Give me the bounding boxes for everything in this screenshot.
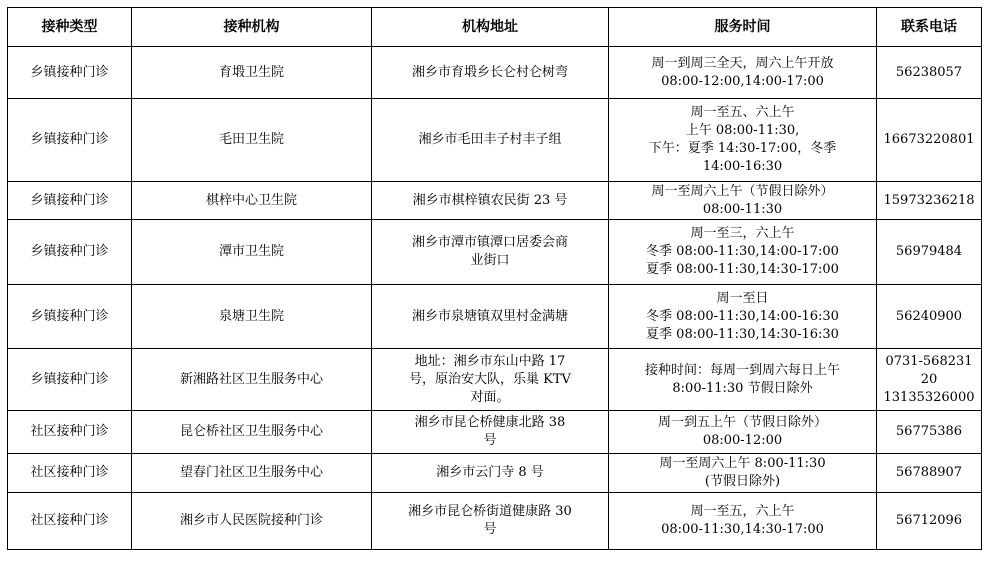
cell-hours — [609, 47, 877, 99]
cell-phone-line: 56240900 — [895, 308, 963, 324]
cell-hours-line: 周一至日 — [716, 290, 769, 306]
cell-phone-line: 56979484 — [895, 244, 963, 259]
cell-type: 社区接种门诊 — [8, 454, 132, 493]
cell-type: 乡镇接种门诊 — [8, 99, 132, 182]
table-row — [8, 411, 982, 454]
cell-phone-line: 15973236218 — [883, 192, 975, 208]
cell-hours-line: 14:00-16:30 — [702, 159, 783, 174]
cell-address-line: 湘乡市昆仑桥健康北路 38 — [414, 415, 566, 430]
cell-address — [372, 493, 609, 550]
cell-org: 泉塘卫生院 — [132, 285, 372, 349]
cell-hours — [609, 493, 877, 550]
cell-hours — [609, 349, 877, 411]
cell-phone-line: 56712096 — [895, 513, 963, 528]
cell-hours-line: 08:00-11:30,14:30-17:00 — [661, 522, 824, 537]
table-row — [8, 220, 982, 285]
cell-address-line: 湘乡市育塅乡长仑村仑树弯 — [411, 64, 568, 80]
cell-address — [372, 47, 609, 99]
cell-org: 湘乡市人民医院接种门诊 — [132, 493, 372, 550]
cell-hours-line: 下午：夏季 14:30-17:00，冬季 — [648, 141, 837, 156]
cell-address — [372, 182, 609, 220]
table-row — [8, 493, 982, 550]
cell-hours — [609, 99, 877, 182]
cell-address-line: 湘乡市潭市镇潭口居委会商 — [411, 235, 568, 250]
cell-org: 育塅卫生院 — [132, 47, 372, 99]
table-row — [8, 454, 982, 493]
header-hours: 服务时间 — [609, 8, 877, 47]
cell-address-line: 号 — [483, 433, 497, 448]
cell-phone-line: 56238057 — [895, 64, 963, 80]
cell-phone-line: 56788907 — [895, 465, 963, 480]
cell-address — [372, 220, 609, 285]
cell-org: 新湘路社区卫生服务中心 — [132, 349, 372, 411]
cell-hours-line: 夏季 08:00-11:30,14:30-17:00 — [646, 262, 839, 277]
cell-address-line: 湘乡市棋梓镇农民街 23 号 — [412, 192, 568, 208]
cell-phone-line: 13135326000 — [883, 389, 975, 405]
cell-hours — [609, 182, 877, 220]
cell-phone-line: 56775386 — [895, 424, 963, 439]
cell-address-line: 号 — [483, 522, 497, 537]
cell-hours-line: 08:00-12:00,14:00-17:00 — [661, 73, 824, 89]
cell-type: 乡镇接种门诊 — [8, 285, 132, 349]
cell-hours-line: 周一至三，六上午 — [690, 226, 795, 241]
cell-address-line: 号，原治安大队，乐巢 KTV — [409, 371, 571, 387]
cell-phone-line: 20 — [920, 371, 938, 387]
cell-address — [372, 349, 609, 411]
cell-org: 棋梓中心卫生院 — [132, 182, 372, 220]
table-row — [8, 99, 982, 182]
cell-hours-line: 周一至周六上午（节假日除外） — [651, 183, 834, 199]
cell-hours-line: 08:00-11:30 — [702, 201, 783, 217]
cell-phone — [877, 99, 982, 182]
cell-hours — [609, 454, 877, 493]
cell-hours-line: 8:00-11:30 节假日除外 — [672, 380, 813, 396]
header-phone: 联系电话 — [877, 8, 982, 47]
cell-phone — [877, 182, 982, 220]
cell-hours-line: 上午 08:00-11:30, — [685, 123, 800, 138]
cell-phone — [877, 285, 982, 349]
cell-phone — [877, 349, 982, 411]
table-row — [8, 349, 982, 411]
cell-hours — [609, 285, 877, 349]
cell-phone — [877, 47, 982, 99]
cell-type: 乡镇接种门诊 — [8, 182, 132, 220]
cell-address — [372, 411, 609, 454]
cell-hours-line: 周一到周三全天，周六上午开放 — [651, 55, 834, 71]
cell-org: 毛田卫生院 — [132, 99, 372, 182]
cell-address-line: 湘乡市昆仑桥街道健康路 30 — [408, 504, 572, 519]
vaccination-clinic-table — [7, 7, 982, 550]
cell-hours-line: 周一至五，六上午 — [690, 504, 795, 519]
cell-hours-line: 周一至五、六上午 — [690, 105, 795, 120]
cell-phone — [877, 220, 982, 285]
cell-address — [372, 454, 609, 493]
cell-address-line: 湘乡市云门寺 8 号 — [436, 465, 544, 480]
cell-type: 乡镇接种门诊 — [8, 220, 132, 285]
table-body — [8, 47, 982, 550]
cell-hours-line: 夏季 08:00-11:30,14:30-16:30 — [646, 326, 839, 342]
cell-hours-line: 08:00-12:00 — [702, 433, 783, 448]
cell-phone-line: 16673220801 — [883, 132, 975, 147]
cell-address-line: 湘乡市泉塘镇双里村金满塘 — [411, 308, 568, 324]
cell-type: 社区接种门诊 — [8, 493, 132, 550]
cell-hours-line: 周一至周六上午 8:00-11:30 — [659, 456, 826, 471]
cell-org: 潭市卫生院 — [132, 220, 372, 285]
cell-hours-line: (节假日除外) — [704, 474, 781, 489]
cell-type: 乡镇接种门诊 — [8, 349, 132, 411]
cell-hours-line: 接种时间：每周一到周六每日上午 — [644, 362, 840, 378]
cell-phone — [877, 454, 982, 493]
table-row — [8, 285, 982, 349]
cell-org: 昆仑桥社区卫生服务中心 — [132, 411, 372, 454]
cell-hours — [609, 411, 877, 454]
cell-address-line: 地址：湘乡市东山中路 17 — [414, 353, 566, 369]
cell-address-line: 湘乡市毛田丰子村丰子组 — [418, 132, 562, 147]
table-row — [8, 182, 982, 220]
cell-hours — [609, 220, 877, 285]
cell-hours-line: 周一到五上午（节假日除外） — [657, 415, 827, 430]
table-row — [8, 47, 982, 99]
cell-address — [372, 285, 609, 349]
cell-address-line: 业街口 — [470, 253, 510, 268]
cell-phone — [877, 411, 982, 454]
cell-hours-line: 冬季 08:00-11:30,14:00-17:00 — [646, 244, 839, 259]
cell-address-line: 对面。 — [470, 389, 510, 405]
cell-phone — [877, 493, 982, 550]
header-org: 接种机构 — [132, 8, 372, 47]
cell-hours-line: 冬季 08:00-11:30,14:00-16:30 — [646, 308, 839, 324]
header-type: 接种类型 — [8, 8, 132, 47]
header-address: 机构地址 — [372, 8, 609, 47]
cell-type: 社区接种门诊 — [8, 411, 132, 454]
cell-type: 乡镇接种门诊 — [8, 47, 132, 99]
cell-phone-line: 0731-568231 — [885, 353, 973, 369]
cell-org: 望春门社区卫生服务中心 — [132, 454, 372, 493]
table-header-row — [8, 8, 982, 47]
cell-address — [372, 99, 609, 182]
